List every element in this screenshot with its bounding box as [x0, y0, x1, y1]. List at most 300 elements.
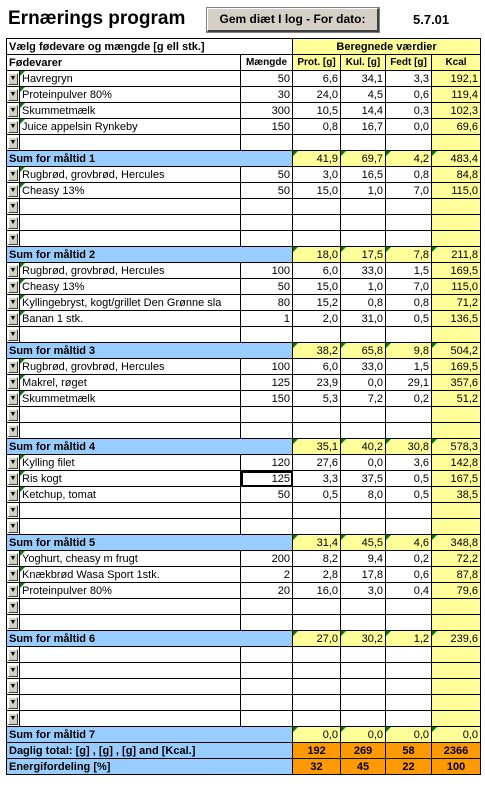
dropdown-arrow-icon[interactable]: ▼	[8, 409, 18, 421]
dropdown-arrow-icon[interactable]: ▼	[8, 121, 18, 133]
food-dropdown-button[interactable]	[7, 615, 20, 631]
food-dropdown-button[interactable]	[7, 119, 20, 135]
fedt-cell: 7,0	[386, 279, 432, 295]
kul-cell	[341, 199, 386, 215]
food-name-cell[interactable]: Skummetmælk	[20, 391, 241, 407]
sum-fedt-cell: 4,6	[386, 535, 432, 551]
food-dropdown-button[interactable]	[7, 183, 20, 199]
kcal-cell: 72,2	[432, 551, 481, 567]
kul-cell	[341, 215, 386, 231]
food-row	[7, 695, 481, 711]
kcal-cell	[432, 647, 481, 663]
prot-cell: 16,0	[293, 583, 341, 599]
kcal-cell	[432, 215, 481, 231]
prot-cell: 6,0	[293, 263, 341, 279]
food-row	[7, 519, 481, 535]
dropdown-arrow-icon[interactable]: ▼	[8, 217, 18, 229]
dropdown-arrow-icon[interactable]: ▼	[8, 281, 18, 293]
amount-cell[interactable]: 300	[241, 103, 293, 119]
food-dropdown-button[interactable]	[7, 471, 20, 487]
food-row	[7, 135, 481, 151]
amount-cell[interactable]: 200	[241, 551, 293, 567]
daily-total-kcal-cell: 2366	[432, 743, 481, 759]
daily-total-prot-cell: 192	[293, 743, 341, 759]
sum-kul-cell: 40,2	[341, 439, 386, 455]
food-dropdown-button[interactable]	[7, 359, 20, 375]
fedt-cell	[386, 135, 432, 151]
sum-fedt-cell: 4,2	[386, 151, 432, 167]
meal-sum-row	[7, 727, 481, 743]
food-dropdown-button[interactable]	[7, 599, 20, 615]
food-dropdown-button[interactable]	[7, 231, 20, 247]
amount-cell[interactable]: 100	[241, 263, 293, 279]
dropdown-arrow-icon[interactable]: ▼	[8, 233, 18, 245]
dropdown-arrow-icon[interactable]: ▼	[8, 505, 18, 517]
food-dropdown-button[interactable]	[7, 407, 20, 423]
kul-cell	[341, 327, 386, 343]
food-dropdown-button[interactable]	[7, 71, 20, 87]
prot-cell: 5,3	[293, 391, 341, 407]
kul-cell: 1,0	[341, 183, 386, 199]
kcal-cell	[432, 135, 481, 151]
food-name-cell[interactable]: Rugbrød, grovbrød, Hercules	[20, 263, 241, 279]
fedt-cell: 0,0	[386, 119, 432, 135]
kcal-cell	[432, 407, 481, 423]
fedt-cell: 0,8	[386, 167, 432, 183]
meal-sum-row	[7, 535, 481, 551]
food-dropdown-button[interactable]	[7, 679, 20, 695]
kul-cell: 7,2	[341, 391, 386, 407]
sum-prot-cell: 31,4	[293, 535, 341, 551]
fedt-cell: 3,6	[386, 455, 432, 471]
sum-kul-cell: 17,5	[341, 247, 386, 263]
kul-cell: 4,5	[341, 87, 386, 103]
food-name-cell[interactable]: Rugbrød, grovbrød, Hercules	[20, 359, 241, 375]
sum-kcal-cell: 239,6	[432, 631, 481, 647]
prot-cell	[293, 231, 341, 247]
amount-cell[interactable]	[241, 695, 293, 711]
prot-cell: 2,8	[293, 567, 341, 583]
dropdown-arrow-icon[interactable]: ▼	[8, 105, 18, 117]
kcal-cell	[432, 695, 481, 711]
dropdown-arrow-icon[interactable]: ▼	[8, 185, 18, 197]
energy-distribution-prot-cell: 32	[293, 759, 341, 775]
food-name-cell[interactable]: Juice appelsin Rynkeby	[20, 119, 241, 135]
meal-sum-label: Sum for måltid 7	[7, 727, 293, 743]
dropdown-arrow-icon[interactable]: ▼	[8, 137, 18, 149]
dropdown-arrow-icon[interactable]: ▼	[8, 457, 18, 469]
dropdown-arrow-icon[interactable]: ▼	[8, 601, 18, 613]
food-name-cell[interactable]: Kylling filet	[20, 455, 241, 471]
fedt-cell: 0,2	[386, 551, 432, 567]
sum-kul-cell: 65,8	[341, 343, 386, 359]
food-name-cell[interactable]	[20, 135, 241, 151]
kul-cell: 3,0	[341, 583, 386, 599]
kcal-cell: 69,6	[432, 119, 481, 135]
food-dropdown-button[interactable]	[7, 711, 20, 727]
dropdown-arrow-icon[interactable]: ▼	[8, 425, 18, 437]
meal-sum-row	[7, 151, 481, 167]
fedt-cell: 0,6	[386, 87, 432, 103]
kcal-cell: 79,6	[432, 583, 481, 599]
prot-cell	[293, 423, 341, 439]
fedt-cell	[386, 615, 432, 631]
food-row	[7, 71, 481, 87]
dropdown-arrow-icon[interactable]: ▼	[8, 361, 18, 373]
food-dropdown-button[interactable]	[7, 455, 20, 471]
food-name-cell[interactable]	[20, 215, 241, 231]
food-row	[7, 615, 481, 631]
prot-cell: 8,2	[293, 551, 341, 567]
food-dropdown-button[interactable]	[7, 551, 20, 567]
prot-cell: 15,0	[293, 279, 341, 295]
amount-cell[interactable]	[241, 647, 293, 663]
food-dropdown-button[interactable]	[7, 327, 20, 343]
kcal-cell	[432, 599, 481, 615]
meal-sum-label: Sum for måltid 2	[7, 247, 293, 263]
prot-cell	[293, 711, 341, 727]
prot-cell	[293, 503, 341, 519]
prot-cell	[293, 519, 341, 535]
kcal-cell	[432, 327, 481, 343]
food-row	[7, 327, 481, 343]
amount-cell[interactable]: 100	[241, 359, 293, 375]
fedt-cell	[386, 647, 432, 663]
amount-cell[interactable]	[241, 135, 293, 151]
kcal-cell	[432, 519, 481, 535]
prot-cell: 15,2	[293, 295, 341, 311]
amount-cell[interactable]	[241, 231, 293, 247]
food-row	[7, 647, 481, 663]
dropdown-arrow-icon[interactable]: ▼	[8, 521, 18, 533]
food-name-cell[interactable]: Ris kogt	[20, 471, 241, 487]
meal-sum-row	[7, 631, 481, 647]
amount-cell[interactable]: 125	[241, 375, 293, 391]
food-name-cell[interactable]	[20, 615, 241, 631]
amount-cell[interactable]: 80	[241, 295, 293, 311]
food-row	[7, 583, 481, 599]
amount-cell[interactable]: 50	[241, 167, 293, 183]
daily-total-label: Daglig total: [g] , [g] , [g] and [Kcal.]	[7, 743, 293, 759]
sum-kcal-cell: 504,2	[432, 343, 481, 359]
kul-cell: 34,1	[341, 71, 386, 87]
amount-cell[interactable]	[241, 215, 293, 231]
kcal-cell: 51,2	[432, 391, 481, 407]
food-dropdown-button[interactable]	[7, 279, 20, 295]
food-name-cell[interactable]: Yoghurt, cheasy m frugt	[20, 551, 241, 567]
amount-cell[interactable]: 50	[241, 279, 293, 295]
col-food-header: Fødevarer	[7, 55, 241, 71]
amount-cell[interactable]	[241, 327, 293, 343]
meal-sum-row	[7, 439, 481, 455]
dropdown-arrow-icon[interactable]: ▼	[8, 329, 18, 341]
food-row	[7, 119, 481, 135]
dropdown-arrow-icon[interactable]: ▼	[8, 665, 18, 677]
sum-prot-cell: 0,0	[293, 727, 341, 743]
amount-cell[interactable]: 50	[241, 183, 293, 199]
food-name-cell[interactable]: Proteinpulver 80%	[20, 583, 241, 599]
kul-cell	[341, 231, 386, 247]
food-name-cell[interactable]: Skummetmælk	[20, 103, 241, 119]
dropdown-arrow-icon[interactable]: ▼	[8, 489, 18, 501]
kcal-cell	[432, 663, 481, 679]
food-name-cell[interactable]	[20, 647, 241, 663]
sum-kul-cell: 69,7	[341, 151, 386, 167]
food-dropdown-button[interactable]	[7, 87, 20, 103]
dropdown-arrow-icon[interactable]: ▼	[8, 473, 18, 485]
kul-cell: 31,0	[341, 311, 386, 327]
food-name-cell[interactable]: Knækbrød Wasa Sport 1stk.	[20, 567, 241, 583]
food-name-cell[interactable]	[20, 663, 241, 679]
sum-kul-cell: 30,2	[341, 631, 386, 647]
meal-sum-label: Sum for måltid 5	[7, 535, 293, 551]
kul-cell: 16,5	[341, 167, 386, 183]
amount-cell[interactable]: 30	[241, 87, 293, 103]
food-row	[7, 87, 481, 103]
kul-cell: 1,0	[341, 279, 386, 295]
food-dropdown-button[interactable]	[7, 263, 20, 279]
save-log-button[interactable]: Gem diæt I log - For dato:	[207, 8, 379, 32]
kul-cell: 33,0	[341, 359, 386, 375]
food-dropdown-button[interactable]	[7, 503, 20, 519]
kul-cell	[341, 663, 386, 679]
food-row	[7, 199, 481, 215]
dropdown-arrow-icon[interactable]: ▼	[8, 617, 18, 629]
amount-cell[interactable]	[241, 423, 293, 439]
sum-kcal-cell: 578,3	[432, 439, 481, 455]
food-dropdown-button[interactable]	[7, 487, 20, 503]
kcal-cell: 84,8	[432, 167, 481, 183]
fedt-cell: 3,3	[386, 71, 432, 87]
dropdown-arrow-icon[interactable]: ▼	[8, 377, 18, 389]
prot-cell	[293, 663, 341, 679]
sum-prot-cell: 41,9	[293, 151, 341, 167]
food-row	[7, 455, 481, 471]
log-date[interactable]: 5.7.01	[413, 12, 450, 27]
kul-cell: 0,0	[341, 455, 386, 471]
food-dropdown-button[interactable]	[7, 375, 20, 391]
food-name-cell[interactable]	[20, 679, 241, 695]
food-dropdown-button[interactable]	[7, 647, 20, 663]
food-dropdown-button[interactable]	[7, 519, 20, 535]
food-dropdown-button[interactable]	[7, 215, 20, 231]
sum-kcal-cell: 0,0	[432, 727, 481, 743]
prot-cell: 0,8	[293, 119, 341, 135]
prot-cell: 27,6	[293, 455, 341, 471]
food-row	[7, 679, 481, 695]
kul-cell: 0,8	[341, 295, 386, 311]
dropdown-arrow-icon[interactable]: ▼	[8, 393, 18, 405]
prot-cell	[293, 407, 341, 423]
kcal-cell: 142,8	[432, 455, 481, 471]
fedt-cell	[386, 231, 432, 247]
amount-cell[interactable]: 1	[241, 311, 293, 327]
daily-total-kul-cell: 269	[341, 743, 386, 759]
dropdown-arrow-icon[interactable]: ▼	[8, 169, 18, 181]
food-dropdown-button[interactable]	[7, 583, 20, 599]
fedt-cell: 0,5	[386, 471, 432, 487]
amount-cell[interactable]	[241, 711, 293, 727]
dropdown-arrow-icon[interactable]: ▼	[8, 201, 18, 213]
food-row	[7, 423, 481, 439]
fedt-cell: 0,2	[386, 391, 432, 407]
dropdown-arrow-icon[interactable]: ▼	[8, 73, 18, 85]
food-dropdown-button[interactable]	[7, 311, 20, 327]
prot-cell: 3,0	[293, 167, 341, 183]
fedt-cell	[386, 423, 432, 439]
amount-cell[interactable]	[241, 503, 293, 519]
energy-distribution-fedt-cell: 22	[386, 759, 432, 775]
fedt-cell	[386, 327, 432, 343]
fedt-cell	[386, 679, 432, 695]
food-dropdown-button[interactable]	[7, 423, 20, 439]
kul-cell	[341, 615, 386, 631]
food-name-cell[interactable]	[20, 423, 241, 439]
dropdown-arrow-icon[interactable]: ▼	[8, 569, 18, 581]
col-kul-header: Kul. [g]	[341, 55, 386, 71]
food-name-cell[interactable]	[20, 695, 241, 711]
kcal-cell	[432, 231, 481, 247]
dropdown-arrow-icon[interactable]: ▼	[8, 297, 18, 309]
prot-cell	[293, 599, 341, 615]
food-name-cell[interactable]	[20, 407, 241, 423]
prot-cell: 10,5	[293, 103, 341, 119]
food-dropdown-button[interactable]	[7, 391, 20, 407]
calc-values-label: Beregnede værdier	[293, 39, 481, 55]
amount-cell[interactable]	[241, 679, 293, 695]
dropdown-arrow-icon[interactable]: ▼	[8, 649, 18, 661]
prot-cell	[293, 615, 341, 631]
col-prot-header: Prot. [g]	[293, 55, 341, 71]
food-dropdown-button[interactable]	[7, 167, 20, 183]
food-dropdown-button[interactable]	[7, 199, 20, 215]
food-row	[7, 551, 481, 567]
food-dropdown-button[interactable]	[7, 135, 20, 151]
food-row	[7, 391, 481, 407]
food-name-cell[interactable]: Banan 1 stk.	[20, 311, 241, 327]
dropdown-arrow-icon[interactable]: ▼	[8, 713, 18, 725]
food-name-cell[interactable]	[20, 503, 241, 519]
food-name-cell[interactable]	[20, 711, 241, 727]
prot-cell: 0,5	[293, 487, 341, 503]
kul-cell: 33,0	[341, 263, 386, 279]
amount-cell[interactable]: 2	[241, 567, 293, 583]
prot-cell	[293, 679, 341, 695]
fedt-cell: 1,5	[386, 263, 432, 279]
amount-cell[interactable]: 20	[241, 583, 293, 599]
fedt-cell: 0,4	[386, 583, 432, 599]
food-dropdown-button[interactable]	[7, 695, 20, 711]
sum-prot-cell: 27,0	[293, 631, 341, 647]
fedt-cell: 0,8	[386, 295, 432, 311]
food-name-cell[interactable]	[20, 519, 241, 535]
food-row	[7, 663, 481, 679]
amount-cell[interactable]: 120	[241, 455, 293, 471]
fedt-cell: 7,0	[386, 183, 432, 199]
food-name-cell[interactable]: Kyllingebryst, kogt/grillet Den Grønne sla	[20, 295, 241, 311]
kcal-cell: 102,3	[432, 103, 481, 119]
food-name-cell[interactable]	[20, 231, 241, 247]
food-name-cell[interactable]	[20, 327, 241, 343]
energy-distribution-label: Energifordeling [%]	[7, 759, 293, 775]
fedt-cell	[386, 215, 432, 231]
food-name-cell[interactable]: Proteinpulver 80%	[20, 87, 241, 103]
kcal-cell	[432, 199, 481, 215]
sum-prot-cell: 35,1	[293, 439, 341, 455]
amount-cell[interactable]	[241, 663, 293, 679]
food-dropdown-button[interactable]	[7, 663, 20, 679]
prot-cell	[293, 695, 341, 711]
dropdown-arrow-icon[interactable]: ▼	[8, 697, 18, 709]
dropdown-arrow-icon[interactable]: ▼	[8, 681, 18, 693]
prot-cell: 3,3	[293, 471, 341, 487]
amount-cell[interactable]	[241, 199, 293, 215]
energy-distribution-row	[7, 759, 481, 775]
food-dropdown-button[interactable]	[7, 295, 20, 311]
food-name-cell[interactable]: Cheasy 13%	[20, 183, 241, 199]
amount-cell[interactable]: 150	[241, 119, 293, 135]
amount-cell[interactable]: 50	[241, 487, 293, 503]
food-name-cell[interactable]	[20, 599, 241, 615]
amount-cell[interactable]	[241, 599, 293, 615]
fedt-cell	[386, 519, 432, 535]
kcal-cell: 169,5	[432, 263, 481, 279]
food-name-cell[interactable]: Rugbrød, grovbrød, Hercules	[20, 167, 241, 183]
food-name-cell[interactable]: Havregryn	[20, 71, 241, 87]
dropdown-arrow-icon[interactable]: ▼	[8, 89, 18, 101]
kul-cell: 37,5	[341, 471, 386, 487]
sum-fedt-cell: 7,8	[386, 247, 432, 263]
daily-total-row	[7, 743, 481, 759]
kcal-cell	[432, 711, 481, 727]
food-name-cell[interactable]: Cheasy 13%	[20, 279, 241, 295]
col-amount-header: Mængde	[241, 55, 293, 71]
fedt-cell: 0,5	[386, 487, 432, 503]
amount-cell[interactable]	[241, 615, 293, 631]
food-dropdown-button[interactable]	[7, 567, 20, 583]
sum-kcal-cell: 211,8	[432, 247, 481, 263]
fedt-cell	[386, 695, 432, 711]
food-dropdown-button[interactable]	[7, 103, 20, 119]
amount-cell[interactable]	[241, 407, 293, 423]
fedt-cell	[386, 663, 432, 679]
meal-sum-label: Sum for måltid 1	[7, 151, 293, 167]
food-name-cell[interactable]	[20, 199, 241, 215]
food-row	[7, 231, 481, 247]
amount-cell[interactable]: 50	[241, 71, 293, 87]
kul-cell: 9,4	[341, 551, 386, 567]
kcal-cell	[432, 615, 481, 631]
food-name-cell[interactable]: Makrel, røget	[20, 375, 241, 391]
food-row	[7, 375, 481, 391]
amount-cell[interactable]: 150	[241, 391, 293, 407]
prot-cell	[293, 647, 341, 663]
dropdown-arrow-icon[interactable]: ▼	[8, 265, 18, 277]
fedt-cell	[386, 599, 432, 615]
prot-cell: 24,0	[293, 87, 341, 103]
sum-fedt-cell: 0,0	[386, 727, 432, 743]
kcal-cell: 115,0	[432, 279, 481, 295]
dropdown-arrow-icon[interactable]: ▼	[8, 553, 18, 565]
dropdown-arrow-icon[interactable]: ▼	[8, 313, 18, 325]
food-name-cell[interactable]: Ketchup, tomat	[20, 487, 241, 503]
dropdown-arrow-icon[interactable]: ▼	[8, 585, 18, 597]
amount-cell[interactable]: 125	[241, 471, 293, 487]
fedt-cell	[386, 711, 432, 727]
amount-cell[interactable]	[241, 519, 293, 535]
kul-cell	[341, 423, 386, 439]
fedt-cell: 0,3	[386, 103, 432, 119]
